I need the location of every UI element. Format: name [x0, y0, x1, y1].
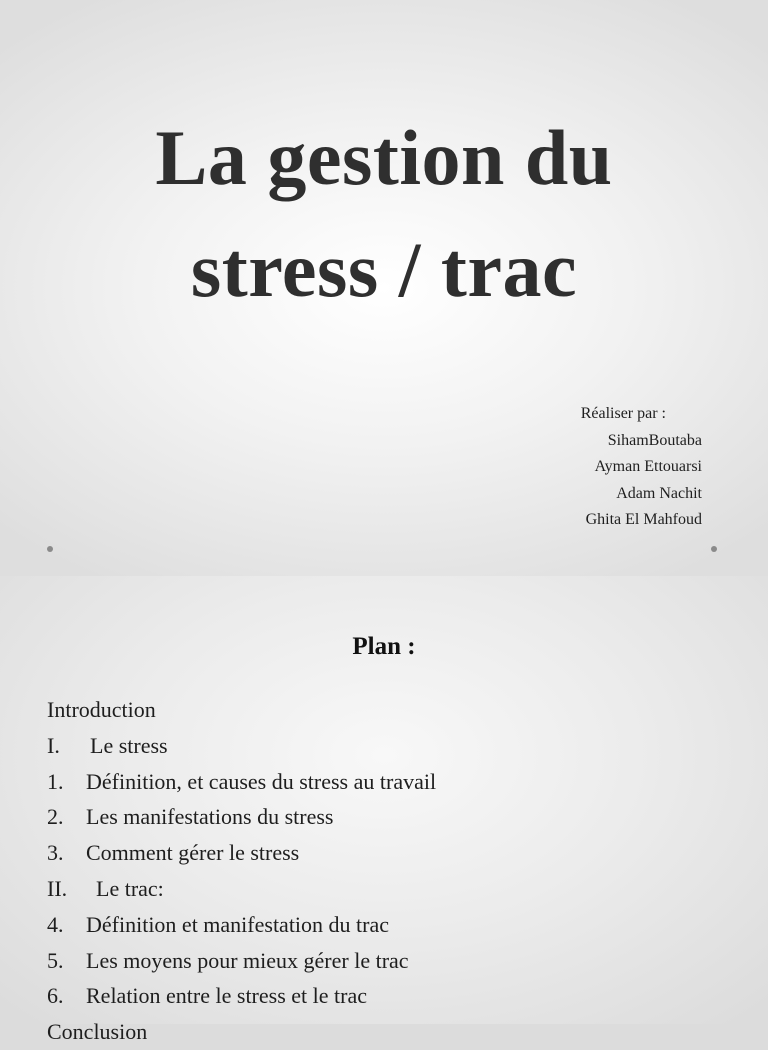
- list-item: [47, 692, 436, 728]
- title-line-1: La gestion du: [155, 114, 613, 201]
- list-item-text: Définition et manifestation du trac: [86, 911, 390, 937]
- plan-list: [47, 692, 436, 1050]
- list-item-text: Définition, et causes du stress au travail: [86, 768, 437, 794]
- list-item-text: Les moyens pour mieux gérer le trac: [86, 947, 409, 973]
- list-item-text: Le trac:: [96, 875, 164, 901]
- list-item-text: Les manifestations du stress: [86, 804, 334, 830]
- list-item-text: Relation entre le stress et le trac: [86, 983, 367, 1009]
- list-item-number: 3.: [47, 840, 64, 866]
- list-item: [47, 943, 436, 979]
- list-item: [47, 799, 436, 835]
- decorative-dot-left-icon: [47, 546, 53, 552]
- author-name: Ghita El Mahfoud: [585, 511, 702, 528]
- list-item-text: Introduction: [47, 697, 156, 722]
- plan-slide: [0, 576, 768, 1045]
- list-item: [47, 907, 436, 943]
- list-item-number: I.: [47, 732, 60, 758]
- decorative-dot-right-icon: [711, 546, 717, 552]
- author-name: Ayman Ettouarsi: [594, 458, 702, 475]
- author-name: Adam Nachit: [616, 484, 702, 502]
- list-item: [47, 978, 436, 1014]
- authors-label: Réaliser par :: [580, 405, 666, 422]
- list-item-number: 5.: [47, 947, 64, 973]
- list-item-text: Le stress: [90, 732, 168, 758]
- list-item-number: 2.: [47, 804, 64, 830]
- list-item-text: Conclusion: [47, 1019, 148, 1045]
- slide-title: [0, 102, 768, 326]
- list-item-text: Comment gérer le stress: [86, 840, 300, 866]
- author-name: SihamBoutaba: [607, 431, 702, 449]
- list-item: [47, 728, 436, 764]
- list-item-number: 1.: [47, 768, 64, 794]
- list-item-number: 6.: [47, 983, 64, 1009]
- list-item: [47, 764, 436, 800]
- list-item-number: 4.: [47, 911, 64, 937]
- list-item-number: II.: [47, 875, 68, 901]
- list-item: [47, 835, 436, 871]
- authors-block: [581, 401, 702, 534]
- plan-title: Plan :: [352, 633, 416, 660]
- list-item: [47, 871, 436, 907]
- list-item: [47, 1014, 436, 1050]
- title-line-2: stress / trac: [190, 226, 578, 313]
